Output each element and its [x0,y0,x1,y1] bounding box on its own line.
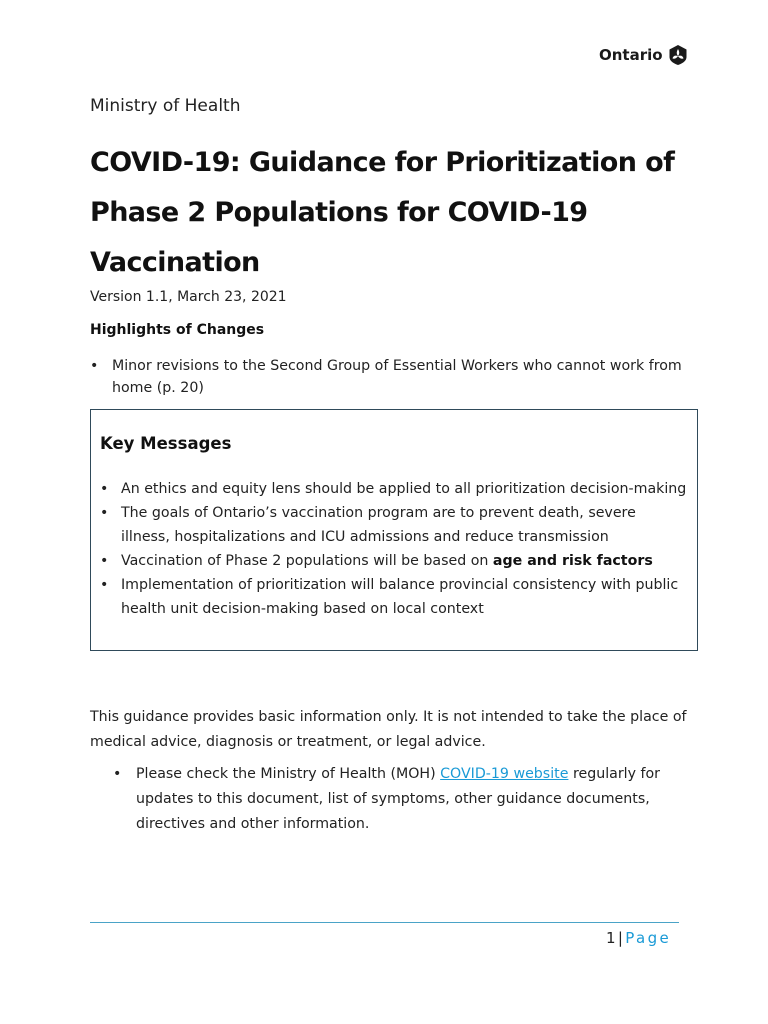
list-item [113,762,676,837]
highlights-heading: Highlights of Changes [90,322,265,338]
highlights-list [90,355,692,399]
bullet-icon: • [100,481,109,497]
list-item [100,501,689,549]
page-separator: | [617,929,624,947]
page-footer [606,929,671,947]
check-list [113,762,676,837]
list-item-text-continued: regularly for updates to this document, list of symptoms, other guidance documents, directives and other information. [136,766,661,832]
bullet-icon: • [100,577,109,593]
list-item-text: The goals of Ontario’s vaccination program are to prevent death, severe illness, hospitalizations and ICU admissions and reduce transmission [121,505,636,545]
list-item-text: Minor revisions to the Second Group of Essential Workers who cannot work from home (p. 20) [112,358,682,396]
list-item-bold-text: age and risk factors [492,553,653,569]
list-item [100,477,689,501]
ministry-name: Ministry of Health [90,96,241,116]
key-messages-list [100,477,689,621]
list-item-text: Implementation of prioritization will balance provincial consistency with public health unit decision-making based on local context [121,577,679,617]
list-item [100,549,689,573]
ontario-logo [599,44,688,66]
logo-wordmark: Ontario [599,46,663,64]
intro-paragraph: This guidance provides basic information only. It is not intended to take the place of medical advice, diagnosis or treatment, or legal advice. [90,709,687,750]
covid-website-link[interactable]: COVID-19 website [440,766,569,782]
list-item [100,573,689,621]
list-item [90,355,692,399]
bullet-icon: • [100,505,109,521]
page-number: 1 [606,929,616,947]
bullet-icon: • [113,766,122,782]
list-item-text: Vaccination of Phase 2 populations will be based on [121,553,493,569]
trillium-icon [668,44,688,66]
bullet-icon: • [90,358,99,374]
list-item-text: An ethics and equity lens should be applied to all prioritization decision-making [121,481,687,497]
list-item-text: Please check the Ministry of Health (MOH) [136,766,441,782]
key-messages-heading: Key Messages [100,434,232,453]
document-title: COVID-19: Guidance for Prioritization of Phase 2 Populations for COVID-19 Vaccination [90,147,675,278]
document-version: Version 1.1, March 23, 2021 [90,289,287,305]
bullet-icon: • [100,553,109,569]
footer-divider [90,922,679,923]
page-label: Page [625,929,672,947]
